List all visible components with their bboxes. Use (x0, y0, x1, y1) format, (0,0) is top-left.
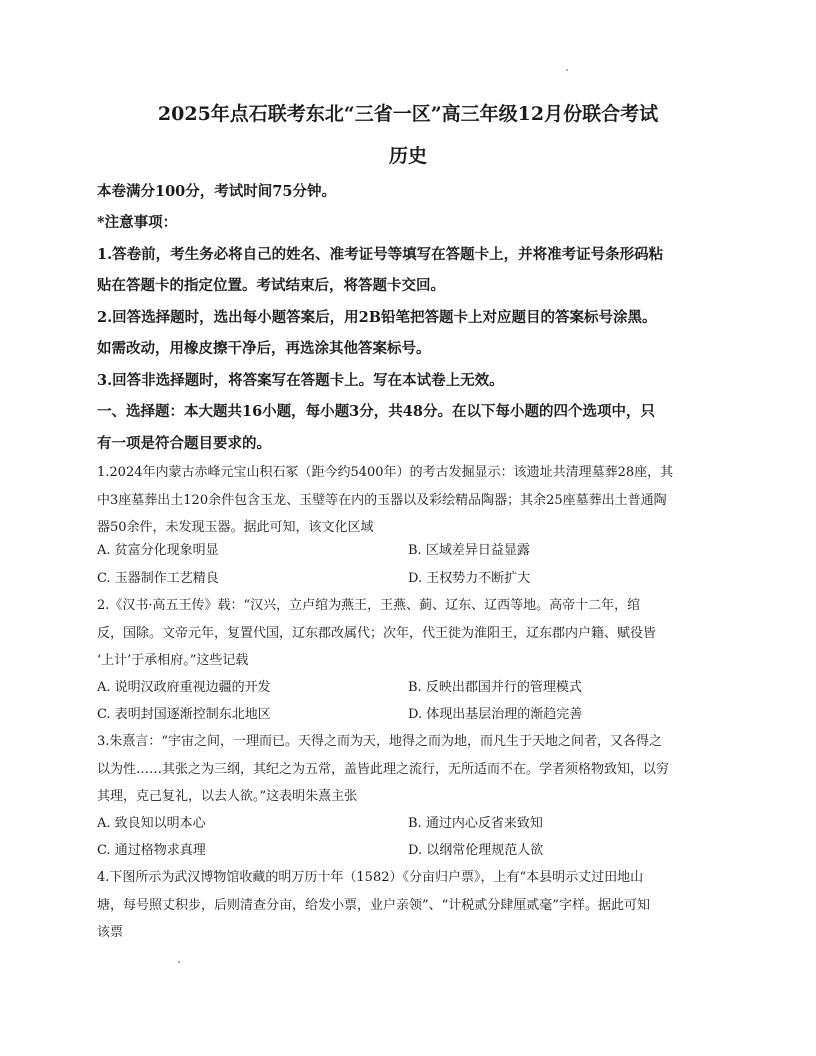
question-1-option-b: B. 区域差异日益显露 (408, 543, 530, 558)
scan-speck (178, 961, 180, 963)
note-3: 3.回答非选择题时，将答案写在答题卡上。写在本试卷上无效。 (97, 372, 504, 389)
question-4-line-1: 4.下图所示为武汉博物馆收藏的明万历十年（1582）《分亩归户票》，上有“本县明示丈过田地山 (97, 870, 644, 885)
notes-heading: *注意事项： (97, 214, 178, 231)
question-2-option-d: D. 体现出基层治理的渐趋完善 (408, 707, 583, 722)
note-2-line-1: 2.回答选择题时，选出每小题答案后，用2B铅笔把答题卡上对应题目的答案标号涂黑。 (97, 309, 657, 326)
section-1-heading-line-2: 有一项是符合题目要求的。 (97, 435, 271, 452)
question-3-line-2: 以为性……其张之为三纲，其纪之为五常，盖皆此理之流行，无所适而不在。学者须格物致知，以穷 (97, 762, 670, 777)
question-3-option-d: D. 以纲常伦理规范人欲 (408, 843, 544, 858)
question-3-option-b: B. 通过内心反省来致知 (408, 816, 543, 831)
question-4-line-2: 塘，每号照丈积步，后则清查分亩，给发小票，业户亲领”、“计税贰分肆厘贰毫”字样。据此可知 (97, 898, 650, 913)
question-2-line-1: 2.《汉书·高五王传》载：“汉兴，立卢绾为燕王，王燕、蓟、辽东、辽西等地。高帝十二年，绾 (97, 598, 641, 613)
subject-title: 历史 (388, 145, 427, 167)
question-3-line-1: 3.朱熹言：“宇宙之间，一理而已。天得之而为天，地得之而为地，而凡生于天地之间者，又各得之 (97, 734, 663, 749)
question-1-line-3: 器50余件，未发现玉器。据此可知，该文化区域 (97, 520, 374, 535)
question-2-line-2: 反，国除。文帝元年，复置代国，辽东郡改属代；次年，代王徙为淮阳王，辽东郡内户籍、赋役皆 (97, 626, 657, 641)
question-1-line-2: 中3座墓葬出土120余件包含玉龙、玉璧等在内的玉器以及彩绘精品陶器；其余25座墓葬出土普通陶 (97, 493, 667, 508)
question-1-option-d: D. 王权势力不断扩大 (408, 571, 531, 586)
score-time-line: 本卷满分100分，考试时间75分钟。 (97, 183, 336, 200)
question-2-option-a: A. 说明汉政府重视边疆的开发 (97, 680, 271, 695)
question-3-line-3: 其理，克己复礼，以去人欲。”这表明朱熹主张 (97, 789, 358, 804)
question-1-option-c: C. 玉器制作工艺精良 (97, 571, 219, 586)
question-2-option-b: B. 反映出郡国并行的管理模式 (408, 680, 582, 695)
exam-title: 2025年点石联考东北“三省一区”高三年级12月份联合考试 (157, 103, 659, 125)
note-1-line-2: 贴在答题卡的指定位置。考试结束后，将答题卡交回。 (97, 277, 445, 294)
note-1-line-1: 1.答卷前，考生务必将自己的姓名、准考证号等填写在答题卡上，并将准考证号条形码粘 (97, 246, 664, 263)
question-3-option-a: A. 致良知以明本心 (97, 816, 206, 831)
note-2-line-2: 如需改动，用橡皮擦干净后，再选涂其他答案标号。 (97, 340, 431, 357)
section-1-heading-line-1: 一、选择题：本大题共16小题，每小题3分，共48分。在以下每小题的四个选项中，只 (97, 403, 655, 420)
scan-speck (566, 69, 568, 71)
question-1-line-1: 1.2024年内蒙古赤峰元宝山积石冢（距今约5400年）的考古发掘显示：该遗址共清理墓葬28座，其 (97, 465, 674, 480)
question-2-line-3: ‘上计’于承相府。”这些记载 (97, 653, 249, 668)
question-2-option-c: C. 表明封国逐渐控制东北地区 (97, 707, 271, 722)
question-3-option-c: C. 通过格物求真理 (97, 843, 206, 858)
question-1-option-a: A. 贫富分化现象明显 (97, 543, 219, 558)
question-4-line-3: 该票 (97, 925, 124, 940)
